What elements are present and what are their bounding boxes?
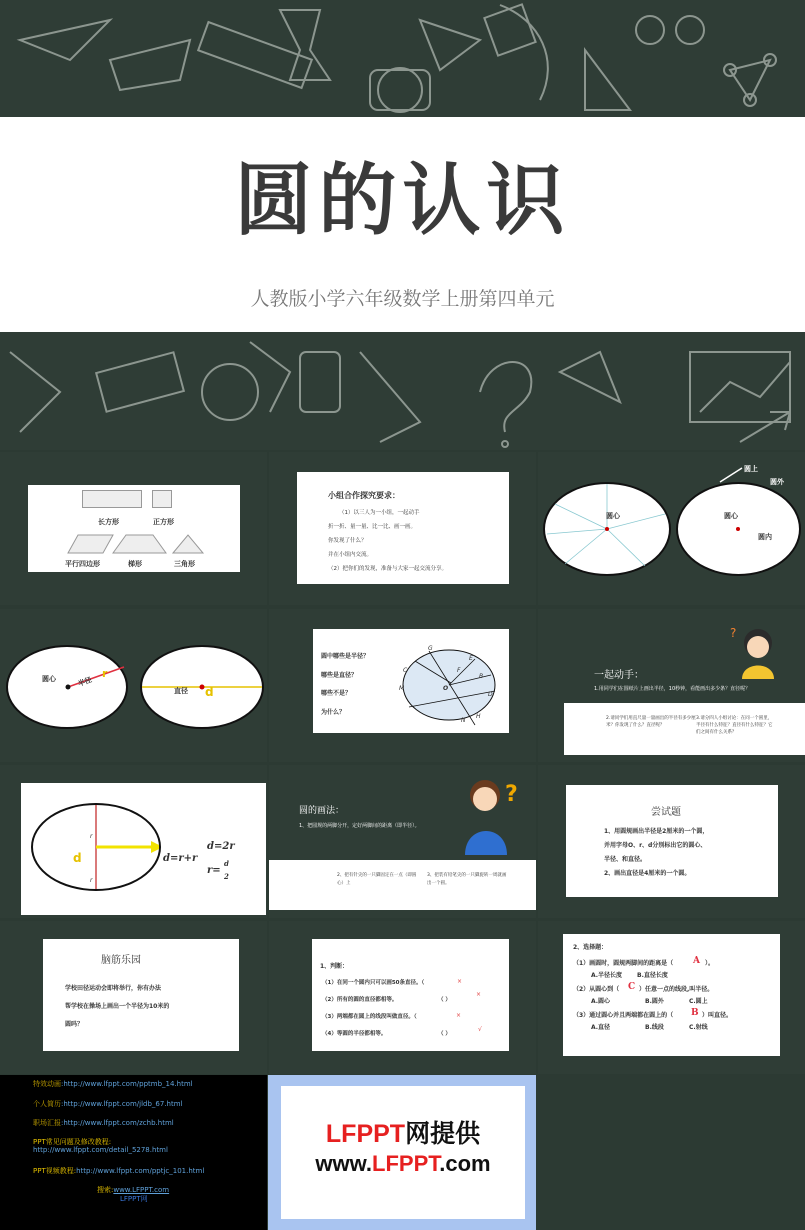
answer-paren: （ ）	[438, 1031, 451, 1037]
svg-text:?: ?	[505, 782, 518, 807]
formula-sum: d=r+r	[163, 853, 198, 864]
method-step: 3、把装有铅笔尖的一只脚旋转一周就画出一个圆。	[427, 873, 507, 886]
slide-card	[563, 934, 780, 1056]
promo-url-prefix: www.	[315, 1151, 373, 1176]
task-line: （1）以三人为一小组，一起动手	[339, 510, 420, 516]
diameter-radius-icon	[33, 805, 159, 889]
label-r: r	[102, 667, 108, 680]
faq-link[interactable]: http://www.lfppt.com/detail_5278.html	[33, 1146, 168, 1154]
question-line: 哪些是直径？	[321, 672, 358, 679]
slide-thumb-group-task[interactable]	[269, 452, 536, 605]
circle-shape	[31, 803, 161, 891]
slide-card	[28, 485, 240, 572]
choice-title: 2、选择题：	[573, 944, 608, 951]
section-title: 一起动手：	[594, 670, 644, 681]
judge-item: （2）所有的圆的直径都相等。	[322, 997, 398, 1003]
link-url[interactable]: http://www.lfppt.com/pptmb_14.html	[63, 1080, 193, 1088]
formula-diameter: d=2r	[207, 841, 235, 852]
choice-option: C.圆上	[689, 998, 708, 1005]
trial-title: 尝试题	[651, 807, 681, 818]
hands-on-step: 3.请分四人小组讨论：在同一个圆里，半径有什么特征？直径有什么特征？它们之间有什么关系？	[696, 716, 773, 735]
label-square: 正方形	[153, 518, 174, 526]
question-line: 为什么？	[321, 709, 346, 716]
question-line: 哪些不是？	[321, 690, 352, 697]
page-subtitle: 人教版小学六年级数学上册第四单元	[250, 288, 555, 310]
slide-thumb-radius-diameter[interactable]	[0, 609, 267, 762]
brand-link[interactable]: LFPPT网	[120, 1195, 148, 1203]
choice-answer: A	[693, 956, 700, 966]
slide-thumb-circle-parts[interactable]	[538, 452, 805, 605]
label-parallelogram: 平行四边形	[65, 560, 100, 568]
square-shape	[152, 490, 172, 508]
slide-thumb-which-radius[interactable]	[269, 609, 536, 762]
slide-thumb-drawing-method[interactable]	[269, 765, 536, 918]
task-title: 小组合作探究要求：	[328, 491, 400, 500]
slide-card	[566, 785, 778, 897]
point-label: M	[399, 685, 405, 692]
video-link[interactable]: http://www.lfppt.com/pptjc_101.html	[76, 1167, 205, 1175]
link-label: 职场汇报	[33, 1119, 61, 1127]
choice-question: （1）画圆时，圆规两脚间的距离是（	[573, 960, 674, 967]
slide-thumb-hands-on[interactable]	[538, 609, 805, 762]
diameter-line-icon	[142, 647, 262, 727]
link-url[interactable]: http://www.lfppt.com/zchb.html	[63, 1119, 174, 1127]
answer-paren: （ ）	[438, 997, 451, 1003]
promo-card[interactable]	[281, 1086, 525, 1219]
resource-link[interactable]: 特效动画:http://www.lfppt.com/pptmb_14.html	[33, 1080, 193, 1088]
label-d: d	[205, 685, 214, 699]
promo-brand: LFPPT	[325, 1120, 406, 1148]
label-r: r	[90, 877, 93, 884]
resource-links-panel	[0, 1075, 267, 1230]
question-line: 圆中哪些是半径？	[321, 653, 370, 660]
choice-answer: C	[628, 982, 636, 992]
judge-item: （4）等圆的半径都相等。	[322, 1031, 387, 1037]
choice-option: A.直径	[591, 1024, 611, 1031]
circle-diagram-icon	[395, 643, 505, 727]
chalk-doodles-icon	[0, 332, 805, 450]
choice-question-end: ）任意一点的线段,叫半径。	[639, 986, 714, 993]
brain-line: 圆吗？	[65, 1021, 84, 1028]
method-step: 1、把圆规的两脚分开，定好两脚间的距离（即半径）。	[299, 823, 420, 829]
svg-text:?: ?	[730, 626, 737, 640]
label-on-circle: 圆上	[744, 465, 758, 473]
label-center: 圆心	[42, 675, 56, 683]
task-line: 你发现了什么？	[328, 538, 367, 544]
point-label: B	[479, 673, 484, 680]
label-radius: 半径	[77, 675, 93, 689]
trial-line: 并用字母O、r、d分别标出它的圆心、	[604, 842, 707, 849]
faq-label: PPT常见问题及修改教程:	[33, 1138, 112, 1146]
link-label: 个人简历	[33, 1100, 61, 1108]
search-label: 搜索:	[97, 1186, 114, 1194]
slide-card	[313, 629, 509, 733]
circle-shape	[676, 482, 801, 576]
arrow-icon	[718, 464, 748, 484]
label-inside: 圆内	[758, 533, 772, 541]
circle-shape	[140, 645, 264, 729]
point-label: C	[403, 667, 408, 674]
choice-option: B.线段	[645, 1024, 664, 1031]
page-title: 圆的认识	[234, 156, 571, 246]
slide-card	[297, 472, 509, 584]
choice-question-end: ）叫直径。	[702, 1012, 733, 1019]
slide-card	[312, 939, 509, 1051]
brain-title: 脑筋乐园	[101, 955, 141, 966]
point-label: N	[461, 717, 466, 724]
choice-question-end: ）。	[705, 960, 715, 967]
judge-title: 1、判断：	[320, 963, 349, 970]
slide-thumb-trial[interactable]	[538, 765, 805, 918]
choice-option: A.圆心	[591, 998, 611, 1005]
choice-option: C.射线	[689, 1024, 708, 1031]
label-center: 圆心	[606, 512, 620, 520]
choice-question: （2）从圆心到（	[573, 986, 620, 993]
resource-link[interactable]: 个人简历:http://www.lfppt.com/jldb_67.html	[33, 1100, 183, 1108]
slide-thumb-judge[interactable]	[269, 921, 536, 1074]
slide-card	[564, 703, 805, 755]
slide-card	[269, 860, 536, 910]
judge-item: （1）在同一个圆内只可以画50条直径。（	[322, 980, 425, 986]
choice-option: B.直径长度	[637, 972, 668, 979]
rectangle-shape	[82, 490, 142, 508]
point-label: E	[469, 655, 473, 662]
resource-link[interactable]: 职场汇报:http://www.lfppt.com/zchb.html	[33, 1119, 174, 1127]
trial-line: 半径、和直径。	[604, 856, 647, 863]
label-center: 圆心	[724, 512, 738, 520]
choice-answer: B	[691, 1008, 699, 1018]
choice-question: （3）通过圆心并且两端都在圆上的（	[573, 1012, 674, 1019]
label-rectangle: 长方形	[98, 518, 119, 526]
boy-thinking-icon	[455, 771, 525, 855]
promo-headline	[281, 1114, 525, 1150]
label-triangle: 三角形	[174, 560, 195, 568]
promo-url-brand: LFPPT	[372, 1151, 440, 1176]
hands-on-text: 1.用同学们在圆纸片上画出半径，10秒钟，看能画出多少条？直径呢？	[594, 686, 751, 692]
video-tutorial[interactable]	[33, 1166, 204, 1176]
circle-shape	[6, 645, 128, 729]
slide-card	[43, 939, 239, 1051]
chalk-doodles-icon	[0, 0, 805, 117]
slide-thumb-brain-garden[interactable]	[0, 921, 267, 1074]
trial-line: 1、用圆规画出半径是2厘米的一个圆，	[604, 828, 709, 835]
answer-mark: ×	[476, 991, 482, 998]
radius-lines-icon	[545, 484, 669, 574]
cover-bottom-chalkboard	[0, 332, 805, 450]
label-diameter: 直径	[174, 687, 188, 695]
slide-thumb-shapes[interactable]	[0, 452, 267, 605]
task-line: （2）把你们的发现，准备与大家一起交流分享。	[328, 566, 448, 572]
label-r: r	[90, 833, 93, 840]
circle-shape	[543, 482, 671, 576]
fraction-numerator: d	[224, 859, 229, 868]
formula-radius: r=	[207, 865, 221, 876]
trial-line: 2、画出直径是4厘米的一个圆。	[604, 870, 691, 877]
point-label: G	[428, 645, 433, 652]
label-trapezoid: 梯形	[128, 560, 142, 568]
answer-mark: ×	[457, 978, 463, 985]
polygon-shapes-icon	[58, 533, 228, 555]
brain-line: 学校田径运动会即将举行，你有办法	[65, 985, 162, 992]
radius-line-icon	[8, 647, 126, 727]
cover-top-chalkboard	[0, 0, 805, 117]
promo-text: 网提供	[405, 1120, 481, 1148]
promo-url-suffix: .com	[439, 1151, 491, 1176]
choice-option: B.圆外	[645, 998, 664, 1005]
task-line: 并在小组内交流。	[328, 552, 373, 558]
section-title: 圆的画法：	[299, 806, 345, 816]
point-label: D	[488, 691, 493, 698]
search-link[interactable]: www.LFPPT.com	[113, 1186, 170, 1194]
point-label: H	[476, 713, 481, 720]
slide-card	[21, 783, 266, 915]
answer-mark: ×	[456, 1012, 462, 1019]
slide-thumb-choice[interactable]	[538, 921, 805, 1074]
judge-item: （3）两端都在圆上的线段叫做直径。（	[322, 1014, 417, 1020]
fraction-denominator: 2	[224, 872, 229, 881]
brain-line: 帮学校在操场上画出一个半径为10米的	[65, 1003, 170, 1010]
label-d: d	[73, 851, 82, 865]
girl-thinking-icon	[728, 619, 788, 681]
answer-mark: √	[478, 1026, 482, 1033]
link-url[interactable]: http://www.lfppt.com/jldb_67.html	[63, 1100, 183, 1108]
point-label: F	[457, 667, 461, 674]
link-label: 特效动画	[33, 1080, 61, 1088]
choice-option: A.半径长度	[591, 972, 623, 979]
hands-on-step: 2.请同学们用直尺量一量画出的半径有多少厘米？你发现了什么？直径呢？	[606, 716, 696, 728]
center-dot-icon	[678, 484, 799, 574]
method-step: 2、把有针尖的一只脚固定在一点（即圆心）上	[337, 873, 417, 886]
label-outside: 圆外	[770, 478, 784, 486]
slide-thumb-formula[interactable]	[0, 765, 267, 918]
video-label: PPT视频教程:	[33, 1167, 77, 1175]
promo-url[interactable]	[281, 1151, 525, 1177]
point-label: O	[443, 685, 449, 692]
task-line: 折一折、量一量、比一比、画一画。	[328, 524, 417, 530]
